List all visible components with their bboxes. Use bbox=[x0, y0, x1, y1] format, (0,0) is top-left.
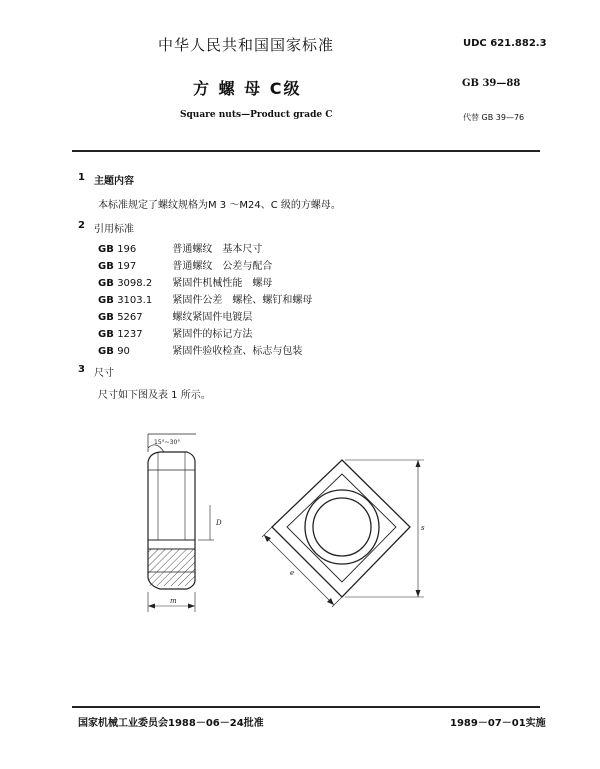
chamfer-angle-label: 15°~30° bbox=[154, 439, 181, 446]
standard-number: GB 39—88 bbox=[462, 78, 521, 89]
reference-number: 3098.2 bbox=[117, 278, 153, 289]
reference-code: GB bbox=[98, 295, 114, 306]
reference-code: GB bbox=[98, 244, 114, 255]
reference-title: 紧固件验收检查、标志与包装 bbox=[172, 346, 303, 357]
reference-code: GB bbox=[98, 261, 114, 272]
english-title: Square nuts—Product grade C bbox=[180, 110, 333, 120]
reference-code: GB bbox=[98, 278, 114, 289]
reference-title: 普通螺纹 基本尺寸 bbox=[172, 244, 263, 255]
reference-title: 紧固件公差 螺栓、螺钉和螺母 bbox=[172, 295, 313, 306]
reference-title: 紧固件的标记方法 bbox=[172, 329, 253, 340]
thickness-label: m bbox=[170, 597, 177, 605]
reference-title: 紧固件机械性能 螺母 bbox=[172, 278, 273, 289]
side-view bbox=[148, 434, 214, 612]
reference-code: GB bbox=[98, 346, 114, 357]
replaces-standard: 代替 GB 39—76 bbox=[463, 113, 525, 122]
reference-number: 197 bbox=[117, 261, 137, 272]
footer-rule bbox=[72, 706, 540, 708]
approval-date: 国家机械工业委员会1988－06－24批准 bbox=[78, 718, 264, 729]
reference-number: 196 bbox=[117, 244, 137, 255]
section-1-heading: 主题内容 bbox=[94, 176, 134, 187]
section-3-heading: 尺寸 bbox=[94, 368, 114, 379]
reference-title: 螺纹紧固件电镀层 bbox=[172, 312, 253, 323]
reference-code: GB bbox=[98, 312, 114, 323]
width-across-corners-label: e bbox=[290, 569, 295, 577]
standard-title: 方 螺 母 C级 bbox=[193, 79, 302, 98]
effective-date: 1989－07－01实施 bbox=[450, 718, 546, 729]
issuing-org: 中华人民共和国国家标准 bbox=[158, 36, 335, 54]
section-3-body: 尺寸如下图及表 1 所示。 bbox=[98, 390, 211, 401]
section-2-heading: 引用标准 bbox=[94, 224, 134, 235]
section-2-number: 2 bbox=[78, 220, 85, 231]
reference-title: 普通螺纹 公差与配合 bbox=[172, 261, 273, 272]
section-3-number: 3 bbox=[78, 364, 85, 375]
thread-diameter-label: D bbox=[216, 519, 222, 527]
reference-number: 90 bbox=[117, 346, 130, 357]
udc-code: UDC 621.882.3 bbox=[463, 38, 547, 49]
reference-number: 5267 bbox=[117, 312, 143, 323]
reference-number: 3103.1 bbox=[117, 295, 153, 306]
reference-number: 1237 bbox=[117, 329, 143, 340]
width-across-flats-label: s bbox=[421, 524, 425, 532]
section-1-number: 1 bbox=[78, 172, 85, 183]
section-1-body: 本标准规定了螺纹规格为M 3 ～M24、C 级的方螺母。 bbox=[98, 200, 341, 211]
reference-code: GB bbox=[98, 329, 114, 340]
top-view bbox=[262, 460, 424, 607]
